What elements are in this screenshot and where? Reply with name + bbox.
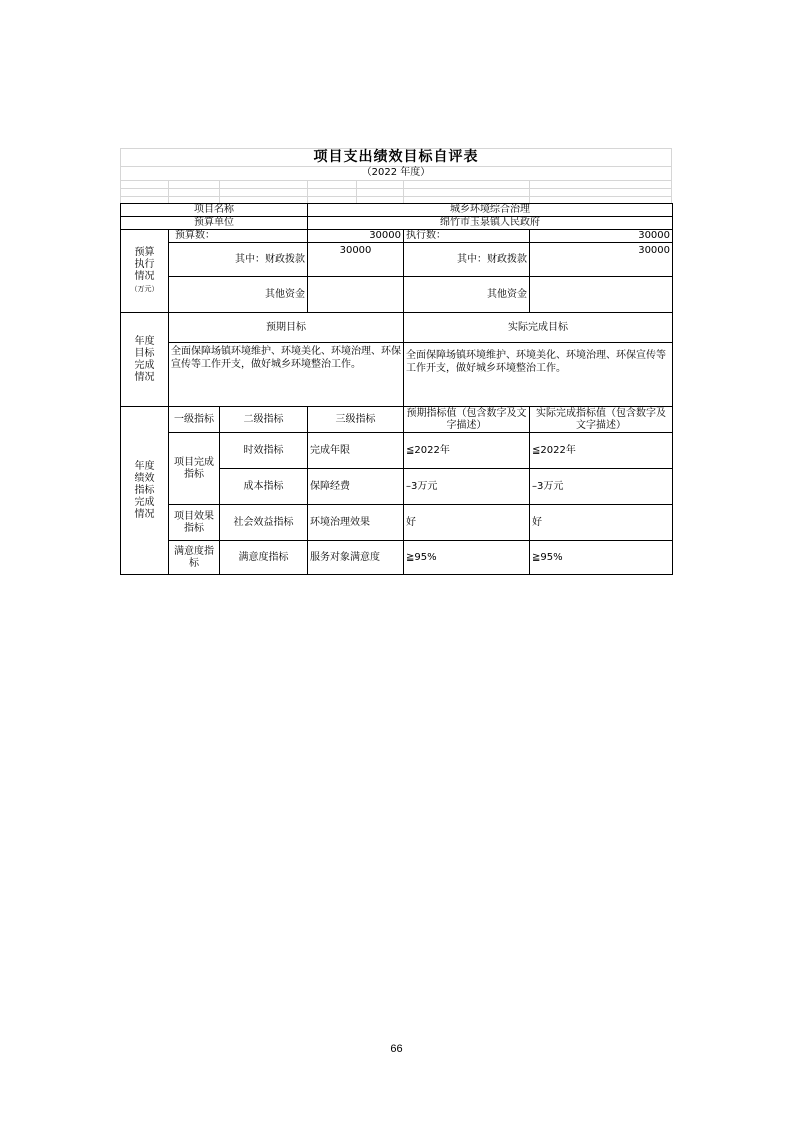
actual-target-header: 实际完成目标: [404, 313, 673, 343]
evaluation-table: [120, 203, 673, 575]
level2-cell: 成本指标: [220, 469, 308, 505]
project-name-value: 城乡环境综合治理: [308, 204, 673, 217]
level3-header: 三级指标: [308, 407, 404, 433]
level2-cell: 时效指标: [220, 433, 308, 469]
other-exec-value: [530, 277, 673, 313]
actual-value-cell: 好: [530, 505, 673, 541]
table-row: [121, 541, 673, 575]
expected-value-cell: –3万元: [404, 469, 530, 505]
other-budget-label: 其他资金: [169, 277, 308, 313]
level3-cell: 保障经费: [308, 469, 404, 505]
expected-target-header: 预期目标: [169, 313, 404, 343]
expected-target-text: 全面保障场镇环境维护、环境美化、环境治理、环保宣传等工作开支，做好城乡环境整治工作。: [169, 343, 404, 407]
other-budget-value: [308, 277, 404, 313]
level1-cell: 满意度指标: [169, 541, 220, 575]
actual-value-cell: –3万元: [530, 469, 673, 505]
fiscal-exec-label: 其中：财政拨款: [404, 243, 530, 277]
level3-cell: 完成年限: [308, 433, 404, 469]
annual-side-label: 年度 目标 完成 情况: [121, 313, 169, 407]
budget-amount-label: 预算数：: [169, 230, 308, 243]
annual-target-header-row: [121, 313, 673, 343]
other-exec-label: 其他资金: [404, 277, 530, 313]
expected-value-header: 预期指标值（包含数字及文字描述）: [404, 407, 530, 433]
actual-value-cell: ≦2022年: [530, 433, 673, 469]
level3-cell: 服务对象满意度: [308, 541, 404, 575]
page-title: 项目支出绩效目标自评表: [313, 149, 479, 165]
expected-value-cell: ≦2022年: [404, 433, 530, 469]
fiscal-exec-value: 30000: [530, 243, 673, 277]
annual-target-text-row: [121, 343, 673, 407]
budget-unit-label: 预算单位: [121, 217, 308, 230]
budget-amount-value: 30000: [308, 230, 404, 243]
actual-value-header: 实际完成指标值（包含数字及文字描述）: [530, 407, 673, 433]
project-name-label: 项目名称: [121, 204, 308, 217]
actual-target-text: 全面保障场镇环境维护、环境美化、环境治理、环保宣传等工作开支，做好城乡环境整治工作。: [404, 343, 673, 407]
exec-amount-value: 30000: [530, 230, 673, 243]
other-funds-row: [121, 277, 673, 313]
level1-cell: 项目效果指标: [169, 505, 220, 541]
indicator-side-label: 年度 绩效 指标 完成 情况: [121, 407, 169, 575]
level1-header: 一级指标: [169, 407, 220, 433]
indicator-header-row: [121, 407, 673, 433]
fiscal-budget-value: 30000: [308, 243, 404, 277]
project-name-row: [121, 204, 673, 217]
actual-value-cell: ≧95%: [530, 541, 673, 575]
level2-cell: 满意度指标: [220, 541, 308, 575]
budget-side-label: 预算 执行 情况 （万元）: [121, 230, 169, 313]
fiscal-budget-label: 其中：财政拨款: [169, 243, 308, 277]
page-number: 66: [390, 1043, 403, 1055]
budget-total-row: [121, 230, 673, 243]
table-row: [121, 433, 673, 469]
expected-value-cell: 好: [404, 505, 530, 541]
level1-cell: 项目完成指标: [169, 433, 220, 505]
exec-amount-label: 执行数：: [404, 230, 530, 243]
budget-unit-row: [121, 217, 673, 230]
table-row: [121, 505, 673, 541]
level3-cell: 环境治理效果: [308, 505, 404, 541]
fiscal-row: [121, 243, 673, 277]
level2-cell: 社会效益指标: [220, 505, 308, 541]
expected-value-cell: ≧95%: [404, 541, 530, 575]
level2-header: 二级指标: [220, 407, 308, 433]
evaluation-sheet: [120, 148, 672, 580]
page-subtitle: （2022 年度）: [361, 167, 431, 178]
budget-unit-value: 绵竹市玉泉镇人民政府: [308, 217, 673, 230]
